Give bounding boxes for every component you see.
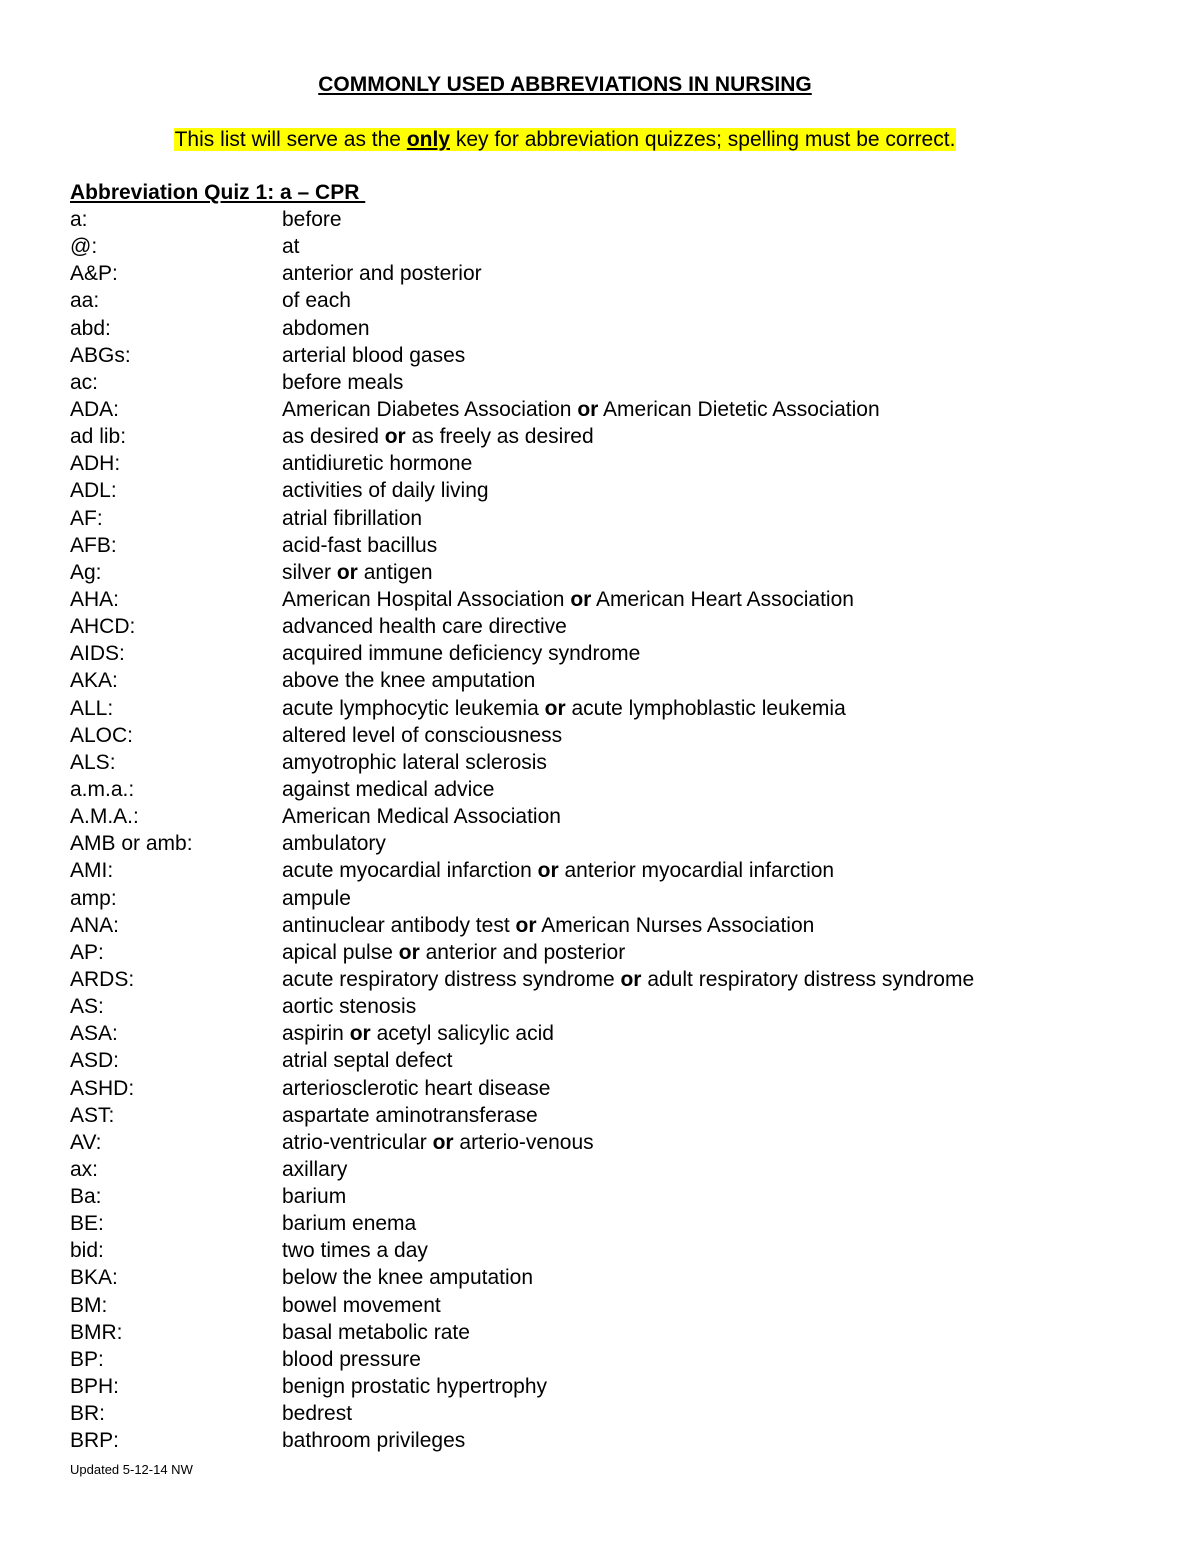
abbreviation-term: ARDS: (70, 967, 135, 991)
abbreviation-definition (282, 885, 351, 912)
abbreviation-row (70, 369, 1180, 396)
definition-text: of each (282, 289, 351, 313)
definition-text: silver (282, 560, 332, 584)
definition-text: atrial septal defect (282, 1049, 453, 1073)
abbreviation-term: ASA: (70, 1022, 118, 1046)
abbreviation-row (70, 993, 1180, 1020)
abbreviation-definition (282, 640, 640, 667)
abbreviation-list (70, 206, 1180, 1454)
abbreviation-definition (282, 1292, 441, 1319)
abbreviation-definition (282, 315, 370, 342)
definition-text: abdomen (282, 316, 370, 340)
definition-text: axillary (282, 1157, 348, 1181)
abbreviation-row (70, 1400, 1180, 1427)
definition-text: antigen (363, 560, 433, 584)
abbreviation-term: ALOC: (70, 723, 134, 747)
definition-text: barium enema (282, 1212, 417, 1236)
definition-text: as freely as desired (411, 425, 594, 449)
abbreviation-row (70, 695, 1180, 722)
abbreviation-term: BP: (70, 1347, 104, 1371)
abbreviation-term: AS: (70, 995, 104, 1019)
definition-text: advanced health care directive (282, 615, 567, 639)
abbreviation-definition (282, 287, 351, 314)
abbreviation-definition (282, 912, 814, 939)
abbreviation-term: ADH: (70, 452, 121, 476)
abbreviation-definition (282, 1156, 347, 1183)
abbreviation-term: ALL: (70, 696, 114, 720)
abbreviation-definition (282, 776, 494, 803)
abbreviation-row (70, 1047, 1180, 1074)
abbreviation-definition (282, 695, 846, 722)
abbreviation-term: a.m.a.: (70, 777, 135, 801)
definition-text: amyotrophic lateral sclerosis (282, 750, 547, 774)
definition-text: acquired immune deficiency syndrome (282, 642, 641, 666)
definition-text: before meals (282, 370, 404, 394)
abbreviation-definition (282, 206, 342, 233)
definition-text: bedrest (282, 1402, 353, 1426)
definition-text: aspirin (282, 1022, 344, 1046)
abbreviation-definition (282, 1427, 465, 1454)
abbreviation-row (70, 505, 1180, 532)
abbreviation-definition (282, 966, 974, 993)
abbreviation-term: ANA: (70, 913, 120, 937)
abbreviation-term: ac: (70, 370, 99, 394)
abbreviation-term: ADL: (70, 479, 117, 503)
or-conjunction: or (384, 425, 406, 449)
definition-text: acetyl salicylic acid (376, 1022, 554, 1046)
abbreviation-term: ALS: (70, 750, 116, 774)
abbreviation-row (70, 287, 1180, 314)
notice-emphasis: only (406, 128, 450, 151)
abbreviation-row (70, 749, 1180, 776)
definition-text: barium (282, 1185, 347, 1209)
abbreviation-row (70, 260, 1180, 287)
abbreviation-row (70, 1183, 1180, 1210)
abbreviation-row (70, 477, 1180, 504)
definition-text: against medical advice (282, 777, 495, 801)
abbreviation-definition (282, 803, 561, 830)
definition-text: blood pressure (282, 1347, 421, 1371)
definition-text: above the knee amputation (282, 669, 536, 693)
abbreviation-definition (282, 477, 489, 504)
abbreviation-row (70, 857, 1180, 884)
abbreviation-row (70, 342, 1180, 369)
abbreviation-definition (282, 667, 535, 694)
abbreviation-row (70, 1373, 1180, 1400)
abbreviation-row (70, 206, 1180, 233)
abbreviation-row (70, 1427, 1180, 1454)
definition-text: arterial blood gases (282, 343, 466, 367)
abbreviation-definition (282, 396, 880, 423)
abbreviation-term: ABGs: (70, 343, 131, 367)
abbreviation-term: AP: (70, 940, 104, 964)
abbreviation-row (70, 722, 1180, 749)
abbreviation-definition (282, 1020, 554, 1047)
abbreviation-term: AKA: (70, 669, 118, 693)
abbreviation-row (70, 966, 1180, 993)
abbreviation-term: ASD: (70, 1049, 120, 1073)
abbreviation-row (70, 1237, 1180, 1264)
definition-text: altered level of consciousness (282, 723, 563, 747)
abbreviation-definition (282, 342, 465, 369)
abbreviation-definition (282, 505, 422, 532)
abbreviation-row (70, 1075, 1180, 1102)
definition-text: benign prostatic hypertrophy (282, 1375, 547, 1399)
definition-text: acute myocardial infarction (282, 859, 532, 883)
or-conjunction: or (544, 696, 566, 720)
abbreviation-row (70, 830, 1180, 857)
abbreviation-term: AFB: (70, 533, 117, 557)
abbreviation-row (70, 586, 1180, 613)
abbreviation-definition (282, 369, 403, 396)
abbreviation-row (70, 939, 1180, 966)
footer-note: Updated 5-12-14 NW (70, 1462, 193, 1477)
abbreviation-term: Ag: (70, 560, 102, 584)
definition-text: before (282, 208, 342, 231)
definition-text: acute lymphocytic leukemia (282, 696, 539, 720)
definition-text: below the knee amputation (282, 1266, 534, 1290)
abbreviation-row (70, 776, 1180, 803)
abbreviation-term: ad lib: (70, 425, 127, 449)
abbreviation-definition (282, 749, 547, 776)
definition-text: as desired (282, 425, 379, 449)
or-conjunction: or (620, 967, 642, 991)
abbreviation-row (70, 1292, 1180, 1319)
abbreviation-term: ADA: (70, 397, 120, 421)
or-conjunction: or (398, 940, 420, 964)
definition-text: acute lymphoblastic leukemia (571, 696, 846, 720)
abbreviation-term: aa: (70, 289, 100, 313)
abbreviation-row (70, 450, 1180, 477)
abbreviation-term: BMR: (70, 1320, 123, 1344)
abbreviation-definition (282, 423, 594, 450)
abbreviation-row (70, 912, 1180, 939)
abbreviation-term: AHA: (70, 587, 120, 611)
abbreviation-term: amp: (70, 886, 117, 910)
definition-text: American Medical Association (282, 805, 561, 829)
abbreviation-term: AIDS: (70, 642, 125, 666)
definition-text: anterior and posterior (282, 262, 482, 286)
definition-text: basal metabolic rate (282, 1320, 470, 1344)
abbreviation-definition (282, 1237, 428, 1264)
abbreviation-definition (282, 586, 854, 613)
abbreviation-term: AF: (70, 506, 103, 530)
definition-text: two times a day (282, 1239, 428, 1263)
definition-text: atrio-ventricular (282, 1130, 427, 1154)
definition-text: American Dietetic Association (603, 397, 880, 421)
abbreviation-definition (282, 613, 567, 640)
or-conjunction: or (515, 913, 537, 937)
abbreviation-term: BM: (70, 1293, 108, 1317)
definition-text: acid-fast bacillus (282, 533, 438, 557)
abbreviation-definition (282, 1210, 416, 1237)
definition-text: bowel movement (282, 1293, 441, 1317)
abbreviation-definition (282, 532, 437, 559)
abbreviation-row (70, 667, 1180, 694)
or-conjunction: or (336, 560, 358, 584)
abbreviation-definition (282, 260, 482, 287)
abbreviation-definition (282, 450, 472, 477)
abbreviation-term: BKA: (70, 1266, 118, 1290)
or-conjunction: or (570, 587, 592, 611)
definition-text: ampule (282, 886, 351, 910)
abbreviation-definition (282, 993, 416, 1020)
abbreviation-row (70, 1210, 1180, 1237)
abbreviation-definition (282, 1346, 421, 1373)
definition-text: American Hospital Association (282, 587, 565, 611)
abbreviation-row (70, 1020, 1180, 1047)
abbreviation-row (70, 1129, 1180, 1156)
definition-text: bathroom privileges (282, 1429, 466, 1453)
abbreviation-definition (282, 1129, 594, 1156)
abbreviation-row (70, 803, 1180, 830)
abbreviation-row (70, 559, 1180, 586)
definition-text: acute respiratory distress syndrome (282, 967, 615, 991)
or-conjunction: or (349, 1022, 371, 1046)
definition-text: anterior and posterior (425, 940, 626, 964)
abbreviation-term: bid: (70, 1239, 104, 1263)
abbreviation-term: ASHD: (70, 1076, 135, 1100)
abbreviation-term: AHCD: (70, 615, 136, 639)
or-conjunction: or (537, 859, 559, 883)
abbreviation-definition (282, 1075, 550, 1102)
or-conjunction: or (577, 397, 599, 421)
definition-text: arteriosclerotic heart disease (282, 1076, 551, 1100)
abbreviation-term: AST: (70, 1103, 115, 1127)
definition-text: aspartate aminotransferase (282, 1103, 538, 1127)
abbreviation-definition (282, 1047, 452, 1074)
abbreviation-definition (282, 1102, 538, 1129)
abbreviation-term: A.M.A.: (70, 805, 139, 829)
abbreviation-term: @: (70, 235, 98, 259)
abbreviation-row (70, 1319, 1180, 1346)
abbreviation-term: AMB or amb: (70, 832, 193, 856)
notice-text-before: This list will serve as the (174, 128, 407, 151)
abbreviation-row (70, 532, 1180, 559)
abbreviation-definition (282, 1400, 352, 1427)
abbreviation-definition (282, 1183, 346, 1210)
notice-text-after: key for abbreviation quizzes; spelling must be correct. (450, 128, 956, 151)
abbreviation-definition (282, 1373, 547, 1400)
abbreviation-definition (282, 830, 386, 857)
abbreviation-row (70, 613, 1180, 640)
abbreviation-row (70, 315, 1180, 342)
or-conjunction: or (432, 1130, 454, 1154)
abbreviation-term: BR: (70, 1402, 106, 1426)
abbreviation-term: a: (70, 208, 88, 231)
abbreviation-definition (282, 1319, 470, 1346)
abbreviation-term: ax: (70, 1157, 99, 1181)
abbreviation-term: BPH: (70, 1375, 120, 1399)
abbreviation-definition (282, 857, 834, 884)
definition-text: adult respiratory distress syndrome (647, 967, 975, 991)
definition-text: American Nurses Association (541, 913, 815, 937)
definition-text: ambulatory (282, 832, 386, 856)
abbreviation-row (70, 396, 1180, 423)
definition-text: at (282, 235, 300, 259)
section-heading: Abbreviation Quiz 1: a – CPR (70, 181, 366, 204)
abbreviation-row (70, 640, 1180, 667)
abbreviation-definition (282, 722, 562, 749)
definition-text: anterior myocardial infarction (564, 859, 835, 883)
abbreviation-definition (282, 233, 300, 260)
definition-text: antinuclear antibody test (282, 913, 510, 937)
abbreviation-row (70, 1156, 1180, 1183)
abbreviation-definition (282, 559, 433, 586)
abbreviation-term: AV: (70, 1130, 102, 1154)
definition-text: activities of daily living (282, 479, 489, 503)
abbreviation-term: BE: (70, 1212, 104, 1236)
definition-text: arterio-venous (459, 1130, 594, 1154)
quiz-notice (0, 126, 1130, 154)
abbreviation-row (70, 1264, 1180, 1291)
definition-text: American Heart Association (596, 587, 854, 611)
definition-text: American Diabetes Association (282, 397, 572, 421)
notice-highlight (174, 128, 957, 151)
abbreviation-row (70, 1102, 1180, 1129)
abbreviation-row (70, 233, 1180, 260)
definition-text: atrial fibrillation (282, 506, 423, 530)
abbreviation-definition (282, 1264, 533, 1291)
abbreviation-term: abd: (70, 316, 111, 340)
abbreviation-row (70, 1346, 1180, 1373)
abbreviation-row (70, 423, 1180, 450)
definition-text: apical pulse (282, 940, 393, 964)
definition-text: antidiuretic hormone (282, 452, 473, 476)
abbreviation-definition (282, 939, 625, 966)
abbreviation-term: Ba: (70, 1185, 102, 1209)
page-title: COMMONLY USED ABBREVIATIONS IN NURSING (318, 73, 812, 96)
abbreviation-term: A&P: (70, 262, 118, 286)
definition-text: aortic stenosis (282, 995, 417, 1019)
abbreviation-row (70, 885, 1180, 912)
abbreviation-term: BRP: (70, 1429, 120, 1453)
abbreviation-term: AMI: (70, 859, 114, 883)
